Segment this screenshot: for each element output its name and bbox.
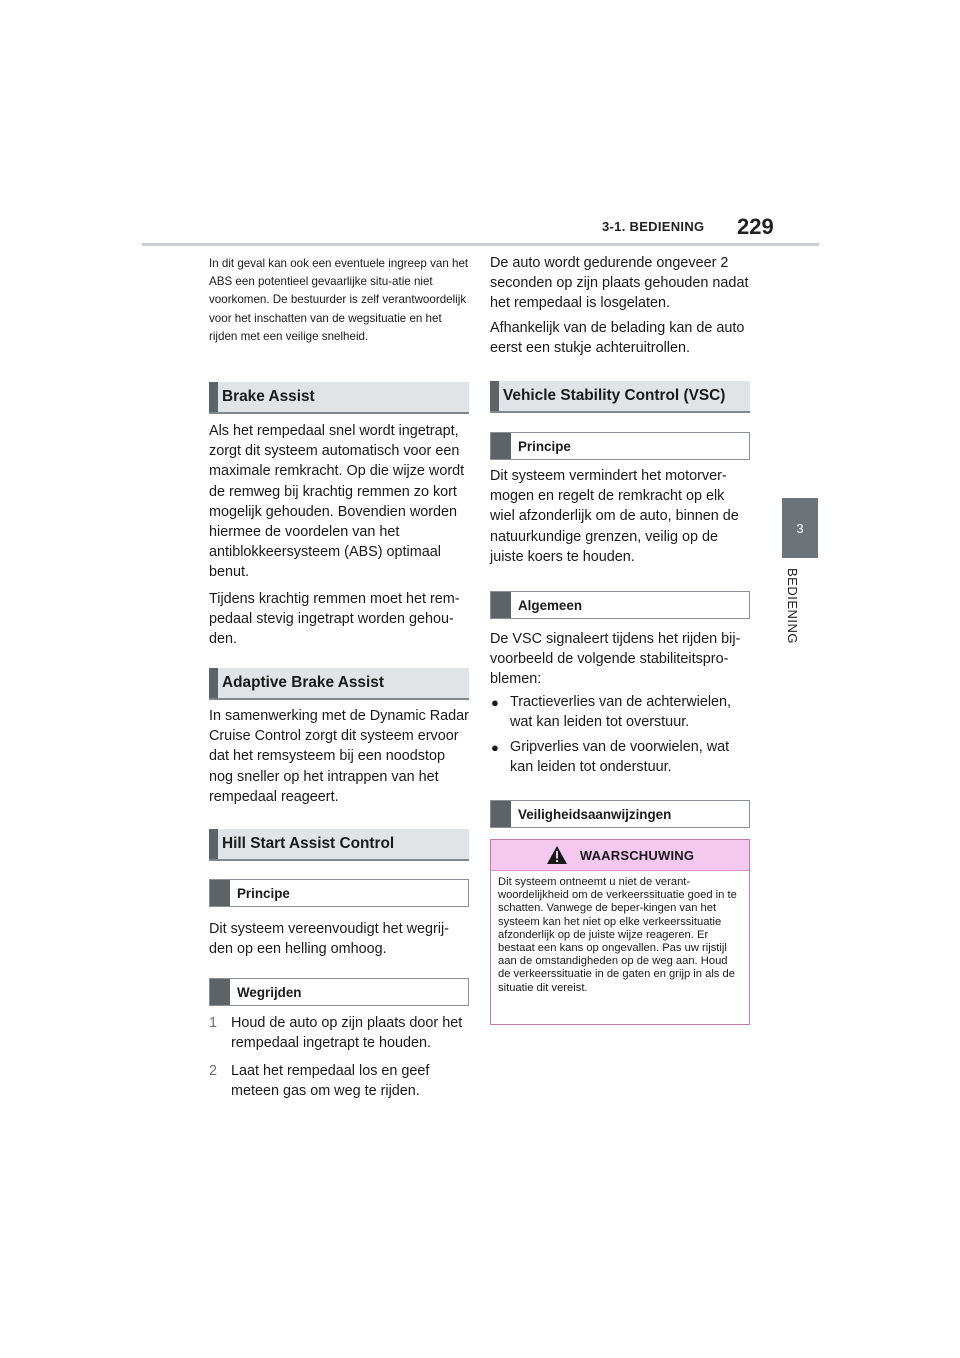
- vsc-algemeen-paragraph: De VSC signaleert tijdens het rijden bij-voorbeeld de volgende stabiliteitspro-blemen:: [490, 631, 741, 688]
- heading-bar: [490, 381, 499, 411]
- subheading-text: Principe: [237, 885, 290, 901]
- hold-paragraph: De auto wordt gedurende ongeveer 2 seconden op zijn plaats gehouden nadat het rempedaal is losgelaten.: [490, 255, 749, 312]
- step-text: Houd de auto op zijn plaats door het rempedaal ingetrapt te houden.: [231, 1015, 463, 1052]
- heading-brake-assist: [209, 382, 469, 414]
- chapter-label: BEDIENING: [785, 568, 800, 645]
- heading-vsc: [490, 381, 750, 413]
- heading-text: Hill Start Assist Control: [222, 835, 395, 852]
- subheading-principe: [490, 432, 750, 460]
- heading-adaptive-brake-assist: [209, 668, 469, 700]
- bullet-text: Gripverlies van de voorwielen, wat kan leiden tot onderstuur.: [510, 739, 730, 776]
- subheading-text: Principe: [518, 438, 571, 454]
- subheading-principe: [209, 879, 469, 907]
- chapter-number: 3: [796, 520, 804, 536]
- step-item: [209, 1013, 469, 1053]
- subheading-veiligheid: [490, 800, 750, 828]
- subheading-wegrijden: [209, 978, 469, 1006]
- bullet-icon: ●: [491, 740, 499, 755]
- warning-triangle-icon: [546, 845, 568, 865]
- heading-text: Brake Assist: [222, 388, 315, 405]
- subheading-bar: [210, 979, 230, 1005]
- subheading-text: Algemeen: [518, 597, 582, 613]
- adaptive-paragraph: In samenwerking met de Dynamic Radar Cruise Control zorgt dit systeem ervoor dat het remsysteem bij een noodstop nog sneller op het intrappen van het rempedaal reageert.: [209, 708, 469, 805]
- warning-header: [491, 840, 749, 871]
- subheading-bar: [491, 433, 511, 459]
- abs-note: In dit geval kan ook een eventuele ingreep van het ABS een potentieel gevaarlijke situ-atie niet voorkomen. De bestuurder is zelf verantwoordelijk voor het inschatten van de wegsituatie en het rijden met een veilige snelheid.: [209, 257, 469, 343]
- heading-hill-start-assist: [209, 829, 469, 861]
- brake-assist-paragraph-1: Als het rempedaal snel wordt ingetrapt, zorgt dit systeem automatisch voor een maximale remkracht. Op die wijze wordt de remweg bij krachtig remmen zo kort mogelijk gehouden. Bovendien worden hiermee de voordelen van het antiblokkeersysteem (ABS) optimaal benut.: [209, 423, 465, 581]
- vsc-principe-paragraph: Dit systeem vermindert het motorver-mogen en regelt de remkracht op elk wiel afzonderlijk om de auto, binnen de natuurkundige grenzen, veilig op de juiste koers te houden.: [490, 468, 739, 565]
- subheading-algemeen: [490, 591, 750, 619]
- header-section-title: 3-1. BEDIENING: [602, 219, 705, 234]
- step-number: 1: [209, 1015, 218, 1031]
- warning-title: WAARSCHUWING: [579, 847, 695, 863]
- subheading-bar: [491, 592, 511, 618]
- bullet-item: [490, 737, 750, 777]
- chapter-tab: [782, 498, 818, 558]
- subheading-text: Veiligheidsaanwijzingen: [518, 806, 672, 822]
- heading-text: Adaptive Brake Assist: [222, 674, 384, 691]
- hill-principe-paragraph: Dit systeem vereenvoudigt het wegrij-den op een helling omhoog.: [209, 921, 449, 958]
- step-text: Laat het rempedaal los en geef meteen gas om weg te rijden.: [231, 1063, 430, 1100]
- heading-bar: [209, 829, 218, 859]
- brake-assist-paragraph-2: Tijdens krachtig remmen moet het rem-pedaal stevig ingetrapt worden gehou-den.: [209, 591, 460, 648]
- bullet-icon: ●: [491, 695, 499, 710]
- bullet-text: Tractieverlies van de achterwielen, wat kan leiden tot overstuur.: [510, 694, 732, 731]
- bullet-item: [490, 692, 750, 732]
- subheading-bar: [210, 880, 230, 906]
- step-number: 2: [209, 1063, 218, 1079]
- rollback-paragraph: Afhankelijk van de belading kan de auto eerst een stukje achteruitrollen.: [490, 320, 745, 357]
- subheading-text: Wegrijden: [237, 984, 302, 1000]
- subheading-bar: [491, 801, 511, 827]
- page-number: 229: [737, 214, 774, 239]
- heading-bar: [209, 382, 218, 412]
- header-divider: [142, 243, 819, 246]
- heading-bar: [209, 668, 218, 698]
- warning-text: Dit systeem ontneemt u niet de verant-woordelijkheid om de verkeerssituatie goed in te schatten. Vanwege de beper-kingen van het systeem kan het niet op elke verkeerssituatie afzonderlijk op de juiste wijze reageren. Er bestaat een kans op ongevallen. Pas uw rijstijl aan de omstandigheden op de weg aan. Houd de verkeerssituatie in de gaten en grijp in als de situatie dit vereist.: [498, 876, 737, 994]
- step-item: [209, 1061, 469, 1101]
- heading-text: Vehicle Stability Control (VSC): [503, 387, 726, 404]
- warning-box: [490, 839, 750, 1025]
